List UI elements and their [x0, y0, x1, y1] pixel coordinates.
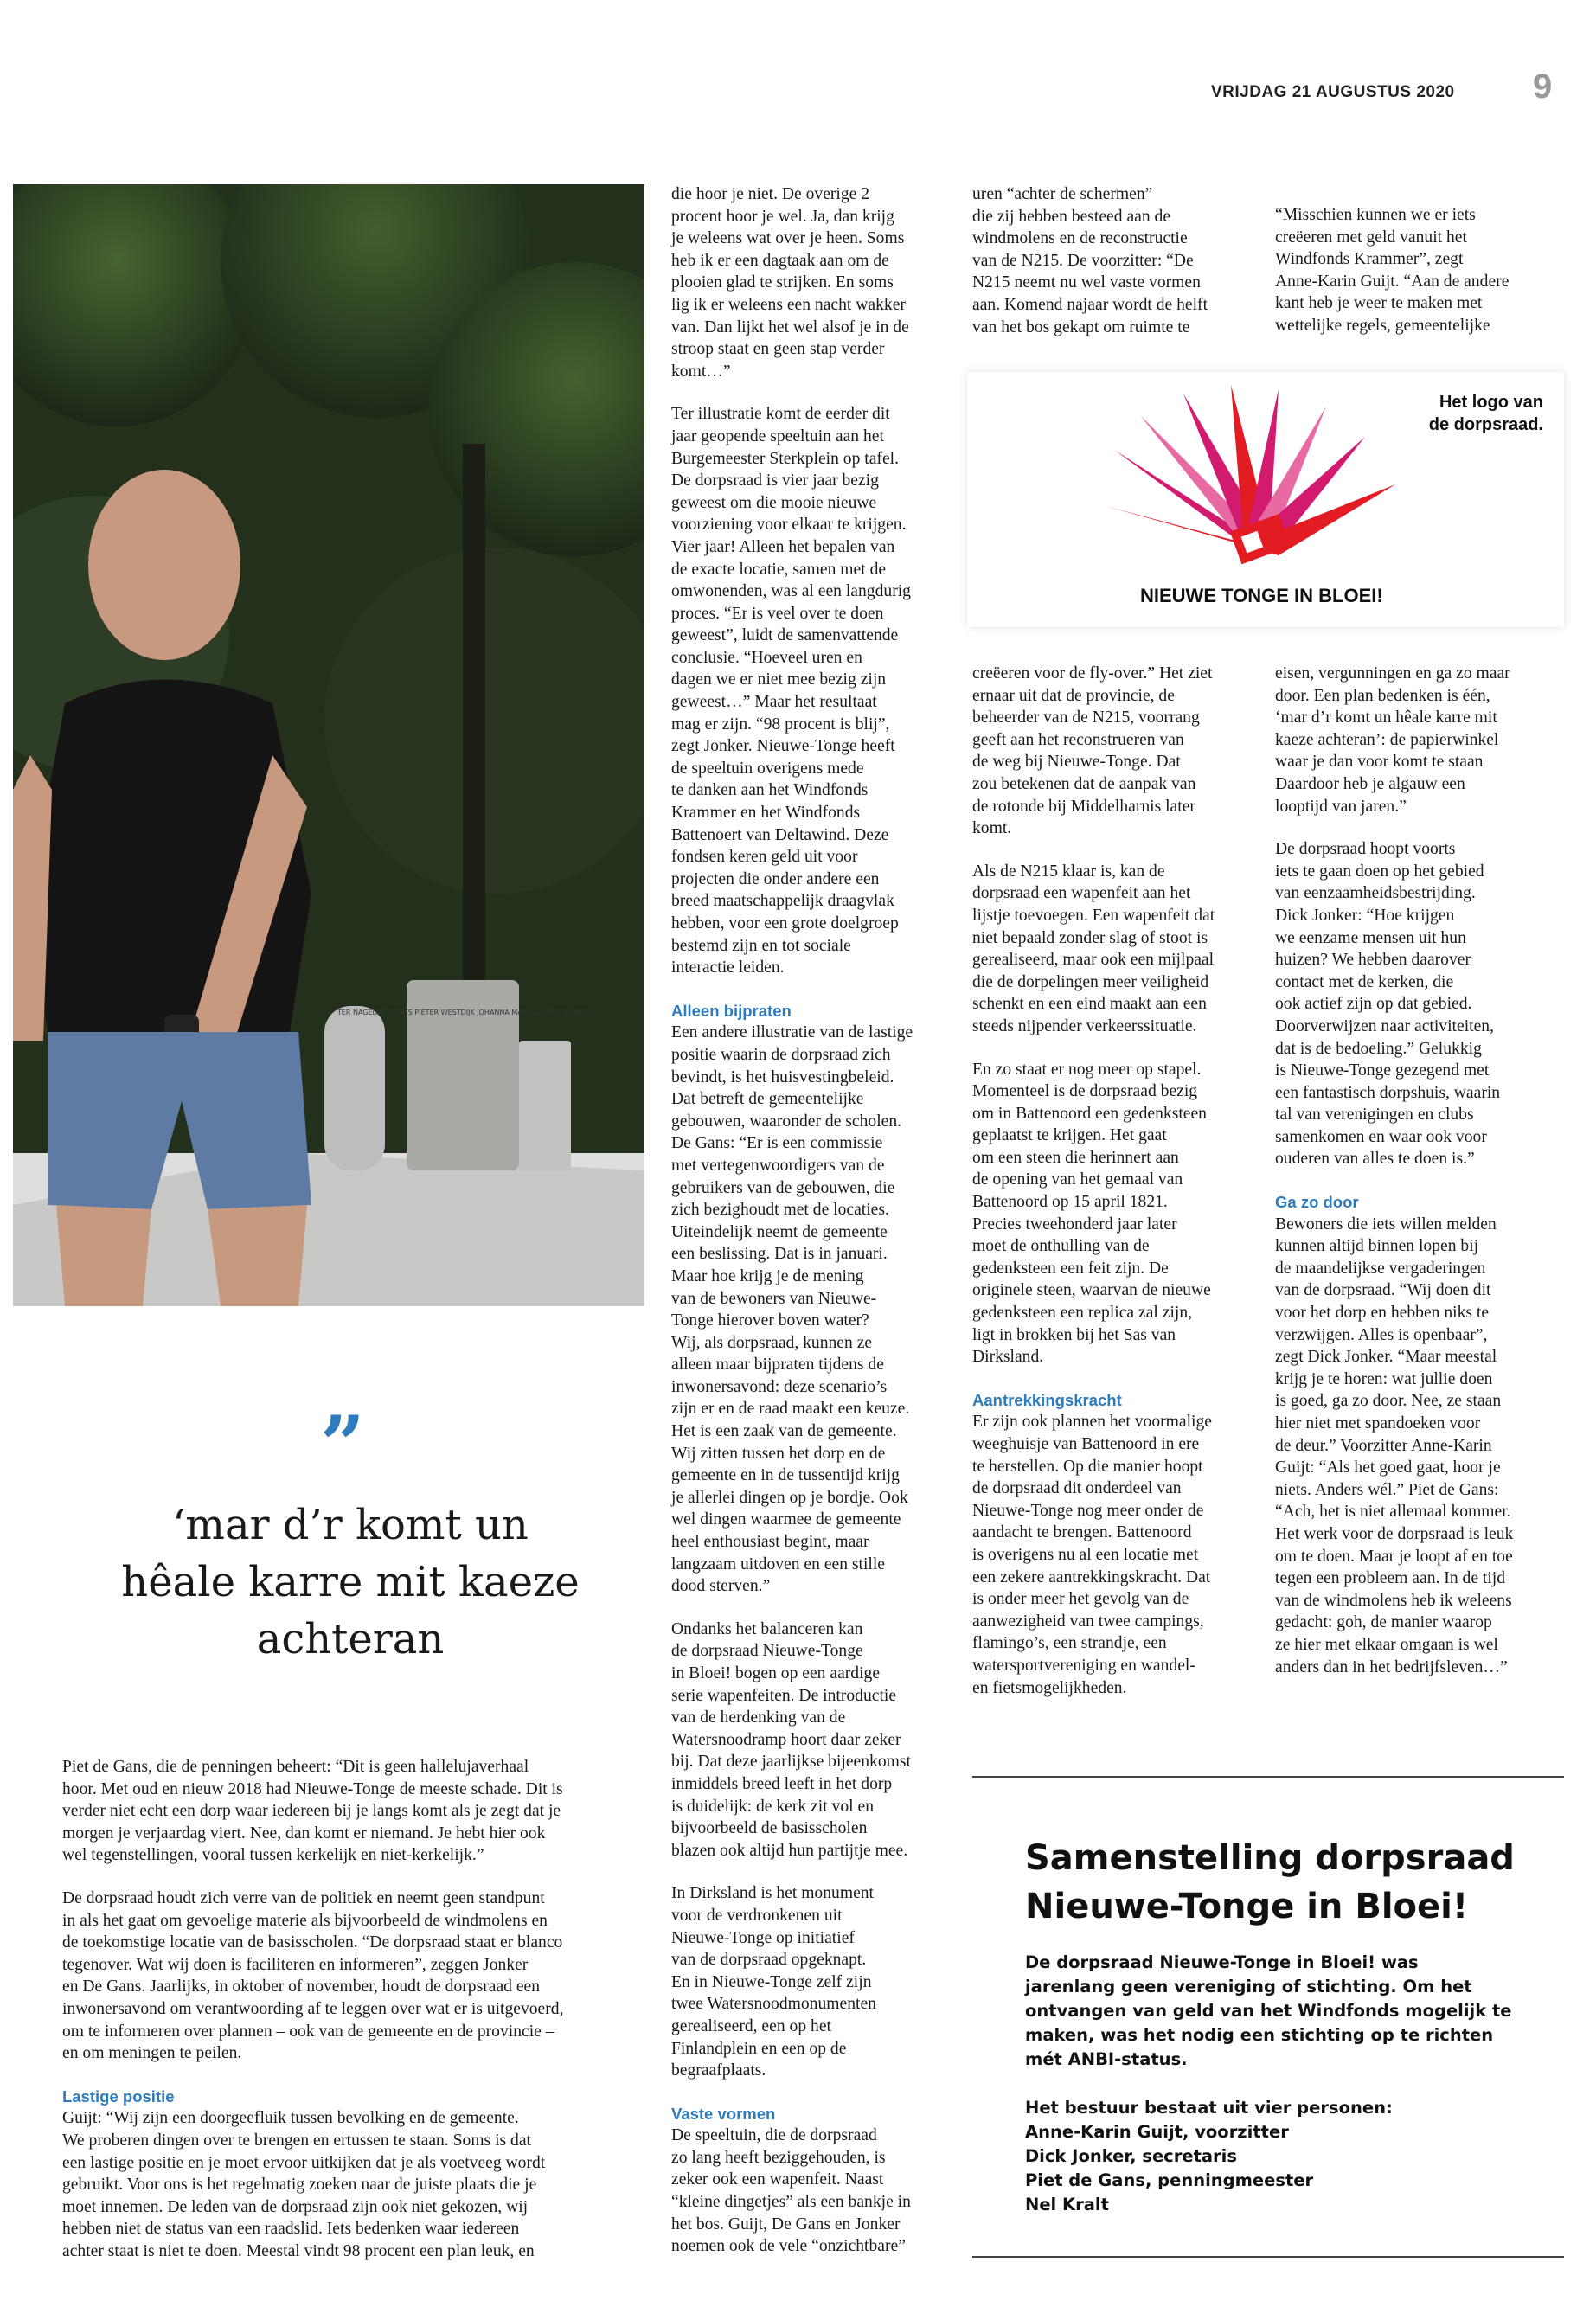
- text-line: de maandelijkse vergaderingen: [1275, 1259, 1486, 1278]
- article-column-1: [671, 183, 948, 2279]
- text-line: gemeente en in de tussentijd krijg: [671, 1466, 900, 1485]
- text-line: is goed, ga zo door. Nee, ze staan: [1275, 1392, 1502, 1411]
- text-line: Battenoert van Deltawind. Deze: [671, 825, 889, 844]
- text-line: ernaar uit dat de provincie, de: [972, 686, 1175, 705]
- text-line: om een steen die herinnert aan: [972, 1148, 1179, 1167]
- quote-mark-icon: ”: [320, 1399, 365, 1490]
- text-line: en fietsmogelijkheden.: [972, 1678, 1127, 1697]
- text-line: die zij hebben besteed aan de: [972, 207, 1171, 226]
- text-line: Daardoor heb je algauw een: [1275, 774, 1465, 793]
- text-line: de exacte locatie, samen met de: [671, 560, 887, 579]
- member-item: Nel Kralt: [1025, 2195, 1109, 2214]
- subheading-vaste-vormen: Vaste vormen: [671, 2104, 776, 2123]
- text-line: de dorpsraad dit onderdeel van: [972, 1479, 1182, 1498]
- paragraph: [972, 861, 1258, 1038]
- text-line: bestemd zijn en tot sociale: [671, 936, 851, 955]
- text-line: Finlandplein en een op de: [671, 2039, 847, 2058]
- text-line: komt.: [972, 819, 1012, 838]
- text-line: Windfonds Krammer”, zegt: [1275, 250, 1464, 269]
- text-line: Battenoord op 15 april 1821.: [972, 1193, 1168, 1212]
- text-line: samenkomen en waar ook voor: [1275, 1127, 1487, 1146]
- text-line: Guijt: “Als het goed gaat, hoor je: [1275, 1458, 1501, 1477]
- article-column-2-top: [972, 183, 1258, 359]
- text-line: langzaam uitdoven en een stille: [671, 1554, 886, 1574]
- text-line: gedenksteen een feit zijn. De: [972, 1259, 1169, 1278]
- text-line: hebben niet de status van een raadslid. Iets bedenken waar iedereen: [62, 2220, 520, 2239]
- page-number: 9: [1533, 67, 1553, 106]
- text-line: om in Battenoord een gedenksteen: [972, 1104, 1207, 1123]
- text-line: De speeltuin, die de dorpsraad: [671, 2126, 877, 2145]
- headstone-text: TER NAGEDACHTENIS PIETER WESTDIJK JOHANNA MARIA GOUDZWAARD: [337, 1009, 589, 1016]
- text-line: niets. Anders wél.” Piet de Gans:: [1275, 1480, 1499, 1499]
- text-line: gebruikt. Voor ons is het regelmatig zoeken naar de juiste plaats die je: [62, 2176, 537, 2195]
- text-line: inwonersavond om verantwoording af te leggen over wat er is uitgevoerd,: [62, 1999, 564, 2018]
- text-line: omwonenden, was al een langdurig: [671, 582, 911, 601]
- text-line: in Bloei! bogen op een aardige: [671, 1664, 881, 1682]
- text-line: te herstellen. Op die manier hoopt: [972, 1457, 1203, 1476]
- text-line: Watersnoodramp hoort daar zeker: [671, 1730, 901, 1749]
- text-line: ligt in brokken bij het Sas van: [972, 1325, 1176, 1344]
- subheading-lastige-positie: Lastige positie: [62, 2086, 175, 2106]
- text-line: alleen maar bijpraten tijdens de: [671, 1356, 884, 1375]
- text-line: De dorpsraad hoopt voorts: [1275, 840, 1456, 859]
- text-line: gedenksteen een replica zal zijn,: [972, 1304, 1193, 1323]
- text-line: en om meningen te peilen.: [62, 2044, 242, 2063]
- member-item: Dick Jonker, secretaris: [1025, 2146, 1237, 2166]
- text-line: Het is een zaak van de gemeente.: [671, 1422, 897, 1441]
- text-line: met vertegenwoordigers van de: [671, 1156, 885, 1175]
- text-line: lijstje toevoegen. Een wapenfeit dat: [972, 906, 1215, 925]
- paragraph: [671, 2125, 948, 2258]
- text-line: mét ANBI-status.: [1025, 2049, 1188, 2069]
- text-line: geweest om die mooie nieuwe: [671, 493, 877, 512]
- text-line: verder niet echt een dorp waar iedereen bij je langs komt als je zegt dat je: [62, 1802, 561, 1821]
- text-line: En in Nieuwe-Tonge zelf zijn: [671, 1972, 872, 1991]
- logo-box: [967, 372, 1564, 627]
- text-line: Als de N215 klaar is, kan de: [972, 862, 1165, 881]
- text-line: die hoor je niet. De overige 2: [671, 185, 870, 203]
- text-line: positie waarin de dorpsraad zich: [671, 1045, 891, 1064]
- text-line: eisen, vergunningen en ga zo maar: [1275, 664, 1510, 683]
- paragraph: [1275, 204, 1561, 337]
- member-item: Piet de Gans, penningmeester: [1025, 2170, 1314, 2190]
- text-line: fondsen keren geld uit voor: [671, 848, 858, 867]
- text-line: originele steen, waarvan de nieuwe: [972, 1281, 1211, 1300]
- text-line: De dorpsraad is vier jaar bezig: [671, 471, 879, 490]
- text-line: jarenlang geen vereniging of stichting. Om het: [1025, 1977, 1472, 1997]
- text-line: van de dorpsraad. “Wij doen dit: [1275, 1281, 1491, 1300]
- text-line: inwonersavond: deze scenario’s: [671, 1377, 888, 1396]
- text-line: lig ik er weleens een nacht wakker: [671, 295, 906, 314]
- text-line: in als het gaat om gevoelige materie als bijvoorbeeld de windmolens en: [62, 1911, 548, 1930]
- text-line: de toekomstige locatie van de basisscholen. “De dorpsraad staat er blanco: [62, 1933, 563, 1952]
- text-line: een lastige positie en je moet ervoor uitkijken dat je als voetveeg wordt: [62, 2153, 546, 2172]
- paragraph: [62, 2107, 640, 2262]
- text-line: geweest”, luidt de samenvattende: [671, 626, 899, 645]
- text-line: heb ik er een dagtaak aan om de: [671, 251, 889, 270]
- text-line: verzwijgen. Alles is openbaar”,: [1275, 1325, 1488, 1344]
- text-line: jaar geopende speeltuin aan het: [671, 426, 884, 445]
- text-line: “Ach, het is niet allemaal kommer.: [1275, 1503, 1511, 1522]
- text-line: dorpsraad een wapenfeit aan het: [972, 884, 1191, 903]
- text-line: gebouwen, waaronder de scholen.: [671, 1112, 902, 1131]
- text-line: Anne-Karin Guijt. “Aan de andere: [1275, 272, 1509, 291]
- text-line: serie wapenfeiten. De introductie: [671, 1686, 897, 1705]
- text-line: creëeren voor de fly-over.” Het ziet: [972, 664, 1213, 683]
- text-line: hier niet met spandoeken voor: [1275, 1414, 1481, 1433]
- paragraph: [972, 1411, 1258, 1699]
- text-line: En zo staat er nog meer op stapel.: [972, 1060, 1202, 1079]
- text-line: mag er zijn. “98 procent is blij”,: [671, 715, 890, 734]
- text-line: begraafplaats.: [671, 2061, 766, 2080]
- text-line: aan. Komend najaar wordt de helft: [972, 295, 1208, 314]
- text-line: breed maatschappelijk draagvlak: [671, 892, 894, 911]
- text-line: de dorpsraad Nieuwe-Tonge: [671, 1642, 863, 1661]
- text-line: hoor. Met oud en nieuw 2018 had Nieuwe-Tonge de meeste schade. Dit is: [62, 1779, 563, 1798]
- text-line: Wij, als dorpsraad, kunnen ze: [671, 1333, 873, 1352]
- text-line: watersportvereniging en wandel-: [972, 1656, 1195, 1675]
- paragraph: [1275, 663, 1561, 817]
- text-line: stroop staat en geen stap verder: [671, 340, 885, 359]
- paragraph: [671, 1022, 948, 1597]
- text-line: niet bepaald zonder slag of stoot is: [972, 928, 1208, 947]
- text-line: plooien glad te strijken. En soms: [671, 273, 894, 292]
- pull-quote-line: hêale karre mit kaeze: [121, 1558, 580, 1606]
- text-line: dat is de bedoeling.” Gelukkig: [1275, 1039, 1482, 1058]
- text-line: de weg bij Nieuwe-Tonge. Dat: [972, 753, 1181, 772]
- text-line: Tonge hierover boven water?: [671, 1311, 869, 1330]
- text-line: van het bos gekapt om ruimte te: [972, 317, 1190, 336]
- text-line: geplaatst te krijgen. Het gaat: [972, 1126, 1167, 1145]
- text-line: dagen we er niet mee bezig zijn: [671, 670, 887, 689]
- text-line: In Dirksland is het monument: [671, 1884, 875, 1903]
- text-line: van de herdenking van de: [671, 1708, 846, 1727]
- text-line: komt…”: [671, 362, 731, 381]
- text-line: De dorpsraad houdt zich verre van de politiek en neemt geen standpunt: [62, 1888, 545, 1907]
- text-line: van de N215. De voorzitter: “De: [972, 251, 1194, 270]
- text-line: Wij zitten tussen het dorp en de: [671, 1444, 886, 1463]
- text-line: Burgemeester Sterkplein op tafel.: [671, 449, 899, 468]
- pull-quote: [78, 1497, 623, 1668]
- text-line: Dick Jonker: “Hoe krijgen: [1275, 906, 1455, 925]
- text-line: aanwezigheid van twee campings,: [972, 1612, 1204, 1631]
- text-line: voor de verdronkenen uit: [671, 1906, 843, 1925]
- text-line: uren “achter de schermen”: [972, 185, 1153, 203]
- text-line: Nieuwe-Tonge nog meer onder de: [972, 1501, 1204, 1520]
- text-line: windmolens en de reconstructie: [972, 229, 1188, 248]
- photo-illustration: [13, 184, 644, 1306]
- paragraph: [1275, 1214, 1561, 1678]
- text-line: Guijt: “Wij zijn een doorgeefluik tussen bevolking en de gemeente.: [62, 2109, 519, 2128]
- text-line: zijn er en de raad maakt een keuze.: [671, 1400, 910, 1419]
- text-line: van de dorpsraad opgeknapt.: [671, 1951, 867, 1970]
- logo-caption-line: de dorpsraad.: [1428, 415, 1543, 434]
- text-line: De Gans: “Er is een commissie: [671, 1134, 883, 1153]
- text-line: anders dan in het bedrijfsleven…”: [1275, 1657, 1508, 1676]
- text-line: beheerder van de N215, voorrang: [972, 708, 1200, 727]
- info-box-body: [1025, 1951, 1561, 2217]
- text-line: huizen? We hebben daarover: [1275, 951, 1471, 970]
- article-column-3: [1275, 663, 1561, 1699]
- issue-date: VRIJDAG 21 AUGUSTUS 2020: [1211, 83, 1455, 101]
- logo-text: NIEUWE TONGE IN BLOEI!: [1140, 585, 1383, 606]
- text-line: projecten die onder andere een: [671, 869, 880, 888]
- text-line: om te doen. Maar je loopt af en toe: [1275, 1547, 1513, 1566]
- text-line: twee Watersnoodmonumenten: [671, 1995, 876, 2014]
- text-line: geeft aan het reconstrueren van: [972, 730, 1184, 749]
- text-line: proces. “Er is veel over te doen: [671, 604, 884, 623]
- paragraph: [972, 1059, 1258, 1368]
- text-line: Dirksland.: [972, 1348, 1044, 1367]
- text-line: achter staat is niet te doen. Meestal vindt 98 procent een plan leuk, en: [62, 2241, 535, 2260]
- text-line: van. Dan lijkt het wel alsof je in de: [671, 317, 909, 336]
- text-line: ouderen van alles te doen is.”: [1275, 1150, 1475, 1169]
- text-line: een fantastisch dorpshuis, waarin: [1275, 1083, 1501, 1102]
- text-line: zo lang heeft beziggehouden, is: [671, 2148, 886, 2167]
- text-line: Doorverwijzen naar activiteiten,: [1275, 1016, 1494, 1035]
- text-line: bevindt, is het huisvestingbeleid.: [671, 1067, 894, 1086]
- text-line: die de dorpelingen meer veiligheid: [972, 972, 1209, 991]
- info-box-title-line: Samenstelling dorpsraad: [1025, 1838, 1515, 1878]
- text-line: gebruikers van de gebouwen, die: [671, 1178, 895, 1197]
- text-line: moet de onthulling van de: [972, 1237, 1150, 1256]
- text-line: wel tegenstellingen, vooral tussen kerkelijk en niet-kerkelijk.”: [62, 1846, 484, 1865]
- text-line: conclusie. “Hoeveel uren en: [671, 648, 862, 667]
- text-line: We proberen dingen over te brengen en ertussen te staan. Soms is dat: [62, 2131, 531, 2150]
- text-line: een zekere aantrekkingskracht. Dat: [972, 1567, 1211, 1586]
- text-line: procent hoor je wel. Ja, dan krijg: [671, 207, 894, 226]
- text-line: is duidelijk: de kerk zit vol en: [671, 1797, 874, 1816]
- text-line: iets te gaan doen op het gebied: [1275, 862, 1484, 881]
- text-line: contact met de kerken, die: [1275, 972, 1454, 991]
- text-line: de speeltuin overigens mede: [671, 759, 864, 778]
- text-line: waar je dan voor komt te staan: [1275, 753, 1484, 772]
- text-line: wel dingen waarmee de gemeente: [671, 1510, 901, 1529]
- text-line: te danken aan het Windfonds: [671, 781, 869, 800]
- text-line: interactie leiden.: [671, 958, 785, 977]
- text-line: Een andere illustratie van de lastige: [671, 1023, 913, 1042]
- text-line: schenkt en een eind maakt aan een: [972, 995, 1207, 1014]
- paragraph: [671, 183, 948, 382]
- info-box-bottom-rule: [972, 2256, 1564, 2258]
- text-line: aandacht te brengen. Battenoord: [972, 1523, 1192, 1542]
- info-box-title: [1025, 1834, 1561, 1931]
- members-header: Het bestuur bestaat uit vier personen:: [1025, 2098, 1393, 2118]
- text-line: Nieuwe-Tonge op initiatief: [671, 1928, 855, 1947]
- text-line: is Nieuwe-Tonge gezegend met: [1275, 1061, 1490, 1080]
- text-line: zeker ook een wapenfeit. Naast: [671, 2170, 884, 2189]
- text-line: geweest…” Maar het resultaat: [671, 693, 877, 712]
- text-line: de opening van het gemaal van: [972, 1170, 1183, 1189]
- logo-caption: [1429, 391, 1543, 436]
- text-line: wettelijke regels, gemeentelijke: [1275, 316, 1490, 335]
- text-line: moet innemen. De leden van de dorpsraad zijn ook niet gekozen, wij: [62, 2197, 529, 2216]
- text-line: heel enthousiast begint, maar: [671, 1533, 869, 1552]
- portrait-photo: [13, 184, 644, 1306]
- article-column-2: [972, 663, 1258, 1720]
- text-line: kaeze achteran’: de papierwinkel: [1275, 730, 1499, 749]
- text-line: Momenteel is de dorpsraad bezig: [972, 1082, 1198, 1101]
- paragraph: [972, 663, 1258, 840]
- text-line: zich bezighoudt met de locaties.: [671, 1201, 889, 1220]
- text-line: om te informeren over plannen – ook van de gemeente en de provincie –: [62, 2022, 554, 2041]
- subheading-alleen-bijpraten: Alleen bijpraten: [671, 1001, 792, 1020]
- text-line: je allerlei dingen op je bordje. Ook: [671, 1488, 908, 1507]
- text-line: steeds nijpender verkeerssituatie.: [972, 1016, 1197, 1035]
- text-line: is onder meer het gevolg van de: [972, 1590, 1189, 1609]
- text-line: tegen een probleem aan. In de tijd: [1275, 1569, 1506, 1588]
- text-line: ze hier met elkaar omgaan is wel: [1275, 1635, 1498, 1654]
- text-line: van de windmolens heb ik weleens: [1275, 1591, 1512, 1610]
- text-line: krijg je te horen: wat jullie doen: [1275, 1369, 1493, 1388]
- text-line: ook actief zijn op dat gebied.: [1275, 995, 1472, 1014]
- text-line: voorziening voor elkaar te krijgen.: [671, 516, 907, 535]
- text-line: is overigens nu al een locatie met: [972, 1545, 1199, 1564]
- text-line: N215 neemt nu wel vaste vormen: [972, 273, 1201, 292]
- logo-caption-line: Het logo van: [1439, 393, 1543, 412]
- text-line: de deur.” Voorzitter Anne-Karin: [1275, 1436, 1492, 1455]
- article-intro-wide: [62, 1756, 640, 2283]
- text-line: hebben, voor een grote doelgroep: [671, 914, 899, 933]
- paragraph: [62, 1756, 640, 1867]
- text-line: ontvangen van geld van het Windfonds mogelijk te: [1025, 2001, 1512, 2021]
- text-line: kunnen altijd binnen lopen bij: [1275, 1237, 1479, 1256]
- text-line: zegt Dick Jonker. “Maar meestal: [1275, 1348, 1497, 1367]
- text-line: ‘mar d’r komt un hêale karre mit: [1275, 708, 1497, 727]
- text-line: Ondanks het balanceren kan: [671, 1619, 863, 1638]
- text-line: tegenover. Wat wij doen is faciliteren en informeren”, zeggen Jonker: [62, 1955, 529, 1974]
- text-line: het bos. Guijt, De Gans en Jonker: [671, 2214, 901, 2234]
- text-line: Bewoners die iets willen melden: [1275, 1215, 1497, 1234]
- info-box-title-line: Nieuwe-Tonge in Bloei!: [1025, 1887, 1469, 1926]
- text-line: creëeren met geld vanuit het: [1275, 228, 1467, 247]
- subheading-aantrekkingskracht: Aantrekkingskracht: [972, 1390, 1122, 1409]
- text-line: Ter illustratie komt de eerder dit: [671, 405, 890, 424]
- text-line: blazen ook altijd hun partijtje mee.: [671, 1841, 908, 1860]
- info-box-top-rule: [972, 1776, 1564, 1778]
- text-line: Maar hoe krijg je de mening: [671, 1266, 864, 1285]
- text-line: Dat betreft de gemeentelijke: [671, 1090, 864, 1109]
- pull-quote-line: achteran: [256, 1615, 445, 1663]
- text-line: Uiteindelijk neemt de gemeente: [671, 1222, 888, 1241]
- text-line: en De Gans. Jaarlijks, in oktober of november, houdt de dorpsraad een: [62, 1977, 541, 1997]
- text-line: weeghuisje van Battenoord in ere: [972, 1435, 1200, 1453]
- text-line: “kleine dingetjes” als een bankje in: [671, 2193, 911, 2212]
- text-line: noemen ook de vele “onzichtbare”: [671, 2237, 906, 2256]
- paragraph: [671, 403, 948, 978]
- text-line: zou betekenen dat de aanpak van: [972, 774, 1196, 793]
- pull-quote-line: ‘mar d’r komt un: [172, 1501, 529, 1549]
- text-line: zegt Jonker. Nieuwe-Tonge heeft: [671, 737, 895, 756]
- text-line: looptijd van jaren.”: [1275, 797, 1407, 816]
- text-line: gedacht: goh, de manier waarop: [1275, 1613, 1492, 1632]
- text-line: voor het dorp en hebben niks te: [1275, 1304, 1490, 1323]
- text-line: Precies tweehonderd jaar later: [972, 1215, 1177, 1234]
- paragraph: [671, 1882, 948, 2081]
- text-line: van eenzaamheidsbestrijding.: [1275, 884, 1476, 903]
- paragraph: [972, 183, 1258, 338]
- text-line: morgen je verjaardag viert. Nee, dan komt er niemand. Je hebt hier ook: [62, 1823, 546, 1843]
- paragraph: [1275, 838, 1561, 1170]
- text-line: “Misschien kunnen we er iets: [1275, 206, 1476, 224]
- text-line: De dorpsraad Nieuwe-Tonge in Bloei! was: [1025, 1952, 1419, 1972]
- text-line: de rotonde bij Middelharnis later: [972, 797, 1195, 816]
- text-line: van de bewoners van Nieuwe-: [671, 1289, 877, 1308]
- text-line: bij. Dat deze jaarlijkse bijeenkomst: [671, 1753, 911, 1772]
- paragraph: [62, 1888, 640, 2065]
- text-line: gerealiseerd, maar ook een mijlpaal: [972, 951, 1215, 970]
- text-line: dood sterven.”: [671, 1577, 771, 1596]
- article-column-3-top: [1275, 204, 1561, 358]
- info-box-intro: [1025, 1951, 1561, 2072]
- paragraph: [671, 1618, 948, 1862]
- text-line: kant heb je weer te maken met: [1275, 294, 1483, 313]
- text-line: Piet de Gans, die de penningen beheert: “Dit is geen hallelujaverhaal: [62, 1758, 529, 1776]
- text-line: inmiddels breed leeft in het dorp: [671, 1774, 893, 1793]
- text-line: maken, was het nodig een stichting op te richten: [1025, 2025, 1494, 2045]
- member-item: Anne-Karin Guijt, voorzitter: [1025, 2122, 1289, 2142]
- text-line: we eenzame mensen uit hun: [1275, 928, 1466, 947]
- flower-logo-icon: [1097, 381, 1443, 588]
- text-line: Het werk voor de dorpsraad is leuk: [1275, 1524, 1514, 1543]
- text-line: Er zijn ook plannen het voormalige: [972, 1413, 1212, 1432]
- text-line: Krammer en het Windfonds: [671, 804, 861, 823]
- text-line: een beslissing. Dat is in januari.: [671, 1245, 888, 1264]
- text-line: gerealiseerd, een op het: [671, 2016, 831, 2035]
- text-line: door. Een plan bedenken is één,: [1275, 686, 1490, 705]
- text-line: flamingo’s, een strandje, een: [972, 1634, 1167, 1653]
- text-line: tal van verenigingen en clubs: [1275, 1106, 1474, 1125]
- subheading-ga-zo-door: Ga zo door: [1275, 1193, 1359, 1212]
- text-line: bijvoorbeeld de basisscholen: [671, 1819, 868, 1838]
- text-line: je weleens wat over je heen. Soms: [671, 229, 905, 248]
- text-line: Vier jaar! Alleen het bepalen van: [671, 537, 895, 556]
